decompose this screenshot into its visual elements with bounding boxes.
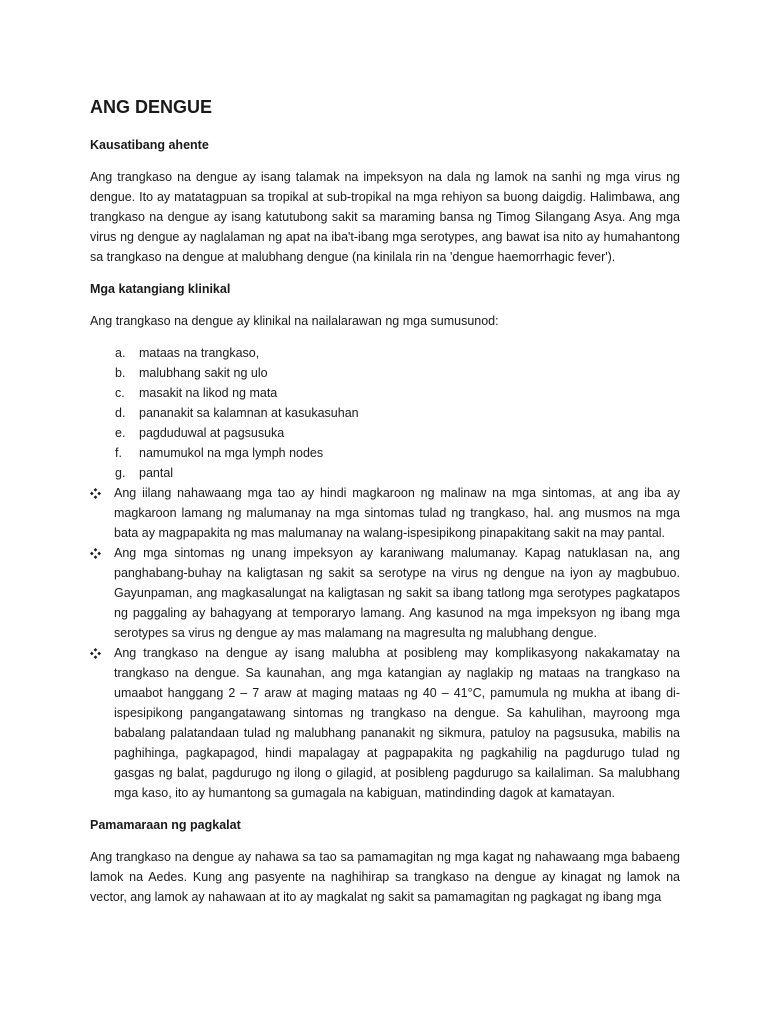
paragraph-agent: Ang trangkaso na dengue ay isang talamak na impeksyon na dala ng lamok na sanhi ng mga virus ng dengue. Ito ay matatagpuan sa tropikal at sub-tropikal na mga rehiyon sa buong daigdig. Halimbawa, ang trangkaso na dengue ay isang katutubong sakit sa maraming bansa ng Timog Silangang Asya. Ang mga virus ng dengue ay naglalaman ng apat na iba't-ibang mga serotypes, ang bawat isa nito ay humahantong sa trangkaso na dengue at malubhang dengue (na kinilala rin na 'dengue haemorrhagic fever').: [90, 170, 680, 264]
list-item: [115, 383, 680, 403]
list-item-text: malubhang sakit ng ulo: [139, 366, 268, 380]
symptom-list: [90, 343, 680, 483]
list-item-text: pananakit sa kalamnan at kasukasuhan: [139, 406, 359, 420]
list-item: [115, 403, 680, 423]
list-item: [115, 423, 680, 443]
four-diamond-bullet-icon: [90, 643, 114, 803]
list-item-text: mataas na trangkaso,: [139, 346, 260, 360]
list-item-text: namumukol na mga lymph nodes: [139, 446, 324, 460]
list-item-text: pantal: [139, 466, 174, 480]
list-item-text: masakit na likod ng mata: [139, 386, 278, 400]
list-item-letter: g.: [115, 466, 126, 480]
four-diamond-bullet-icon: [90, 543, 114, 643]
four-diamond-bullet-icon: [90, 483, 114, 543]
list-item: [115, 363, 680, 383]
bullet-list: [90, 483, 680, 803]
bullet-text: Ang iilang nahawaang mga tao ay hindi magkaroon ng malinaw na mga sintomas, at ang iba ay magkaroon lamang ng malumanay na mga sintomas tulad ng trangkaso, hal. ang musmos na mga bata ay magpapakita ng mas malumanay na walang-ispesipikong pinapakitang sakit na may pantal.: [114, 486, 680, 540]
list-item: [115, 443, 680, 463]
list-item: [115, 463, 680, 483]
section-heading-transmission: Pamamaraan ng pagkalat: [90, 818, 241, 832]
bullet-item: [90, 543, 680, 643]
list-item-letter: c.: [115, 386, 125, 400]
paragraph-clinical-intro: Ang trangkaso na dengue ay klinikal na nailalarawan ng mga sumusunod:: [90, 314, 499, 328]
list-item-letter: e.: [115, 426, 126, 440]
list-item-letter: d.: [115, 406, 126, 420]
list-item: [115, 343, 680, 363]
bullet-item: [90, 643, 680, 803]
list-item-letter: b.: [115, 366, 126, 380]
section-heading-clinical: Mga katangiang klinikal: [90, 282, 231, 296]
section-heading-agent: Kausatibang ahente: [90, 138, 209, 152]
paragraph-transmission: Ang trangkaso na dengue ay nahawa sa tao sa pamamagitan ng mga kagat ng nahawaang mga babaeng lamok na Aedes. Kung ang pasyente na naghihirap sa trangkaso na dengue ay kinagat ng lamok na vector, ang lamok ay nahawaan at ito ay magkalat ng sakit sa pamamagitan ng pagkagat ng ibang mga: [90, 850, 680, 904]
bullet-text: Ang mga sintomas ng unang impeksyon ay karaniwang malumanay. Kapag natuklasan na, ang panghabang-buhay na kaligtasan ng sakit sa serotype na virus ng dengue na iyon ay magbubuo. Gayunpaman, ang magkasalungat na kaligtasan ng sakit sa ibang tatlong mga serotypes pagkatapos ng paggaling ay bahagyang at temporaryo lamang. Ang kasunod na mga impeksyon ng ibang mga serotypes sa virus ng dengue ay mas malamang na magresulta ng malubhang dengue.: [114, 546, 680, 640]
bullet-text: Ang trangkaso na dengue ay isang malubha at posibleng may komplikasyong nakakamatay na trangkaso na dengue. Sa kaunahan, ang mga katangian ay naglakip ng mataas na trangkaso na umaabot hanggang 2 – 7 araw at maging mataas ng 40 – 41°C, pamumula ng mukha at ibang di-ispesipikong pangangatawang sintomas ng trangkaso na dengue. Sa kahulihan, mayroong mga babalang palatandaan tulad ng malubhang pananakit ng sikmura, patuloy na pagsusuka, mabilis na paghihinga, pagkapagod, hindi mapalagay at pagpapakita ng pagkahilig na pagdurugo tulad ng gasgas ng balat, pagdurugo ng ilong o gilagid, at posibleng pagdurugo sa kailaliman. Sa malubhang mga kaso, ito ay humantong sa gumagala na kabiguan, matindinding dagok at kamatayan.: [114, 646, 680, 800]
list-item-letter: a.: [115, 346, 126, 360]
document-title: ANG DENGUE: [90, 97, 213, 117]
list-item-text: pagduduwal at pagsusuka: [139, 426, 285, 440]
bullet-item: [90, 483, 680, 543]
list-item-letter: f.: [115, 446, 122, 460]
